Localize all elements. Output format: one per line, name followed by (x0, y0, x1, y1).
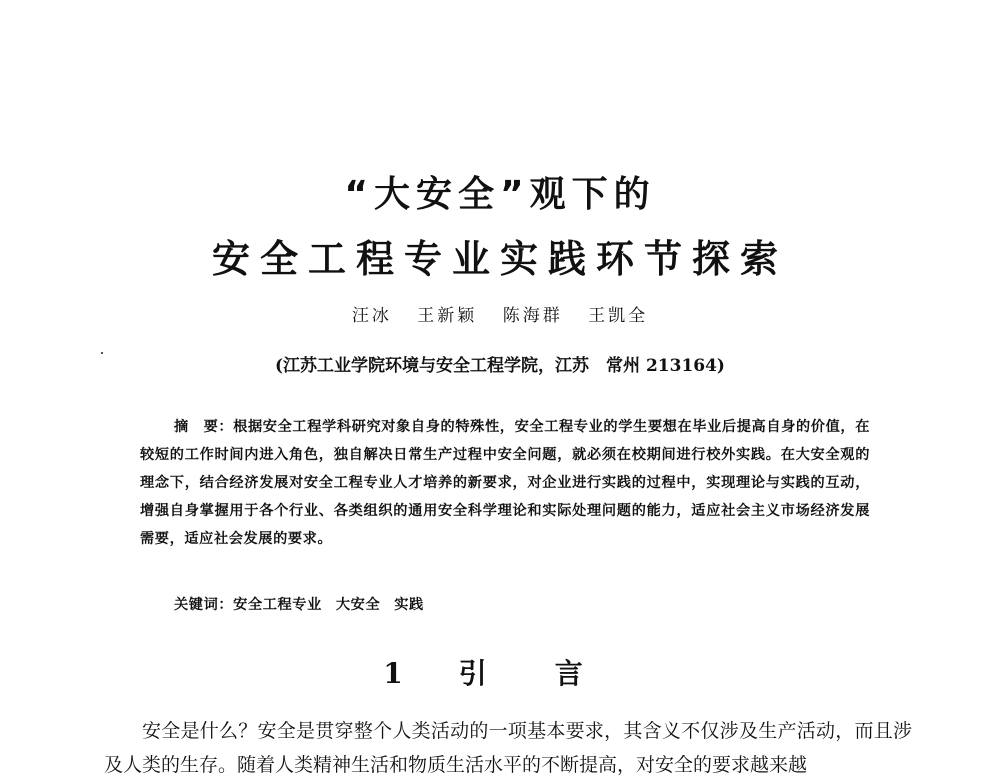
keyword: 大安全 (335, 597, 381, 613)
body-paragraph: 安全是什么？安全是贯穿整个人类活动的一项基本要求，其含义不仅涉及生产活动，而且涉及人类的生存。随着人类精神生活和物质生活水平的不断提高，对安全的要求越来越 (104, 720, 912, 776)
keywords-label: 关键词： (174, 597, 234, 613)
abstract-text: 根据安全工程学科研究对象自身的特殊性，安全工程专业的学生要想在毕业后提高自身的价值，在较短的工作时间内进入角色，独自解决日常生产过程中安全问题，就必须在校期间进行校外实践。在大安全观的理念下，结合经济发展对安全工程专业人才培养的新要求，对企业进行实践的过程中，实现理论与实践的互动，增强自身掌握用于各个行业、各类组织的通用安全科学理论和实际处理问题的能力，适应社会主义市场经济发展需要，适应社会发展的要求。 (140, 419, 870, 547)
author-name: 王凯全 (588, 306, 649, 326)
abstract-block (140, 413, 870, 553)
abstract-label: 摘 要： (174, 419, 234, 435)
author-name: 王新颖 (417, 306, 478, 326)
author-affiliation: (江苏工业学院环境与安全工程学院，江苏 常州 213164) (275, 356, 725, 376)
keywords-line (174, 594, 438, 614)
paper-title-line-2: 安全工程专业实践环节探索 (211, 237, 788, 281)
section-heading (0, 652, 1000, 692)
section-number: 1 (383, 657, 403, 690)
section-title-char: 言 (554, 657, 583, 690)
author-name: 陈海群 (502, 306, 563, 326)
keyword: 实践 (394, 597, 424, 613)
author-name: 汪冰 (351, 306, 392, 326)
section-title-char: 引 (458, 657, 487, 690)
paper-title-line-1: “大安全”观下的 (344, 174, 656, 215)
keyword: 安全工程专业 (233, 597, 322, 613)
author-list (0, 301, 1000, 326)
